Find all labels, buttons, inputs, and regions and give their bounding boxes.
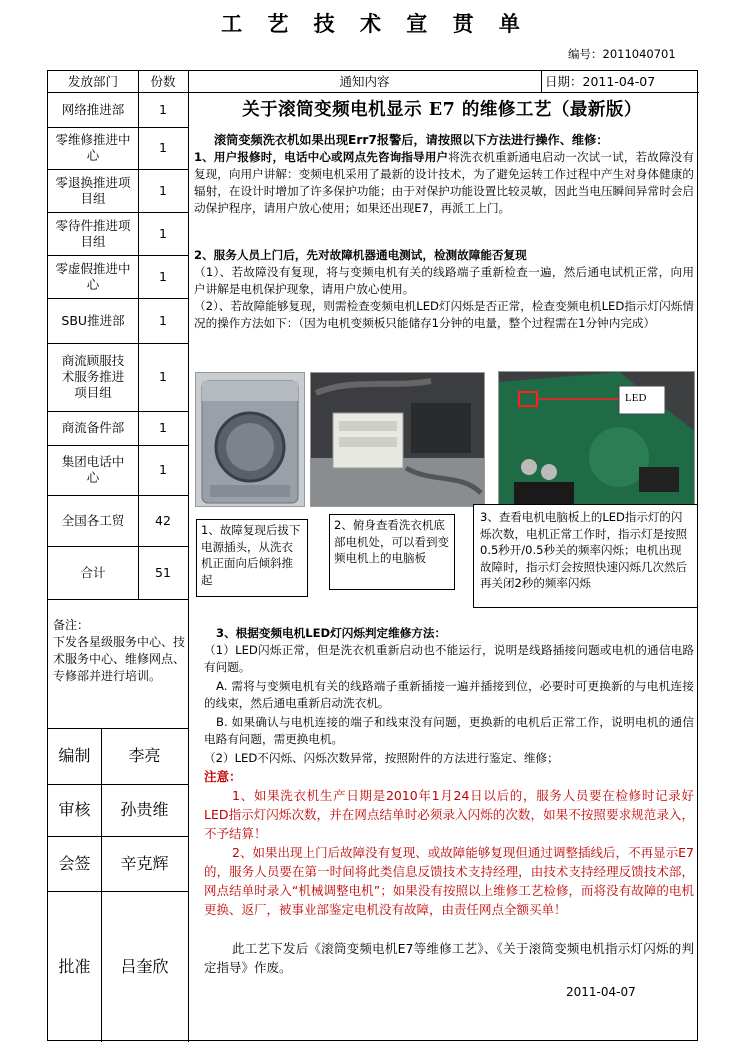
dept-name: 零待件推进项目组	[55, 217, 131, 249]
section-3-head: 3、根据变频电机LED灯闪烁判定维修方法：	[216, 626, 447, 640]
notice-title: 关于滚筒变频电机显示 E7 的维修工艺（最新版）	[242, 100, 642, 120]
motor-board-photo	[310, 372, 485, 507]
dept-copies: 1	[159, 182, 167, 198]
document-number: 编号：2011040701	[568, 47, 676, 61]
notice-content	[188, 92, 696, 1040]
sign-role: 批准	[58, 956, 91, 976]
closing-text: 此工艺下发后《滚筒变频电机E7等维修工艺》、《关于滚筒变频电机指示灯闪烁的判定指导》作废。	[204, 941, 694, 975]
section-3-p1: （1）LED闪烁正常，但是洗衣机重新启动也不能运行，说明是线路插接问题或电机的通信电路有问题。	[204, 643, 694, 674]
section-1-body: 将洗衣机重新通电启动一次试一试，若故障没有复现，向用户讲解：变频电机采用了最新的设计技术，为了避免运转工作过程中产生对身体健康的辐射，在设计时增加了许多保护功能；由于对保护功能设置比较灵敏，因此当电压瞬间异常时会启动保护程序，请用户放心使用；如果还出现E7，再派工上门。	[194, 150, 694, 215]
dept-name: 零退换推进项目组	[55, 174, 131, 206]
sign-name: 李亮	[128, 746, 161, 765]
sign-date: 2011-04-07	[566, 985, 636, 999]
caption-step-2: 2、俯身查看洗衣机底部电机处，可以看到变频电机上的电脑板	[329, 514, 455, 590]
header-copies: 份数	[150, 73, 176, 89]
section-3-b: B. 如果确认与电机连接的端子和线束没有问题，更换新的电机后正常工作，说明电机的通信电路有问题，需更换电机。	[204, 715, 694, 746]
sign-name: 辛克辉	[120, 853, 169, 873]
note-2: 2、如果出现上门后故障没有复现、或故障能够复现但通过调整插线后，不再显示E7的，服务人员要在第一时间将此类信息反馈技术支持经理，由技术支持经理反馈技术部，网点结单时录入“机械调整电机”；如果没有按照以上维修工艺检修，而将没有故障的电机更换、返厂，被事业部鉴定电机没有故障，由责任网点全额买单！	[204, 845, 694, 917]
dept-name: 商流备件部	[61, 420, 125, 435]
section-2-p2: （2）、若故障能够复现，则需检查变频电机LED灯闪烁是否正常，检查变频电机LED指示灯闪烁情况的操作方法如下：（因为电机变频板只能储存1分钟的电量，整个过程需在1分钟内完成）	[194, 299, 694, 330]
section-3-p2: （2）LED不闪烁、闪烁次数异常，按照附件的方法进行鉴定、维修；	[204, 751, 559, 765]
header-dept: 发放部门	[67, 73, 118, 89]
dept-name: SBU推进部	[61, 312, 125, 328]
led-board-photo	[498, 371, 695, 507]
led-label: LED	[625, 392, 647, 404]
dept-copies: 1	[159, 140, 167, 155]
remarks: 备注： 下发各星级服务中心、技术服务中心、维修网点、专修部并进行培训。	[53, 618, 186, 683]
dept-copies: 1	[159, 268, 167, 284]
caption-step-3: 3、查看电机电脑板上的LED指示灯的闪烁次数，电机正常工作时，指示灯是按照0.5秒开/0.5秒关的频率闪烁；电机出现故障时，指示灯会按照快速闪烁几次然后再关闭2秒的频率闪烁	[473, 504, 698, 608]
section-1	[194, 149, 694, 217]
total-label: 合计	[80, 564, 106, 580]
dept-copies: 42	[155, 512, 171, 528]
dept-name: 全国各工贸	[61, 512, 125, 528]
sign-role: 编制	[58, 746, 91, 765]
dept-copies: 1	[159, 420, 167, 435]
sign-role: 会签	[58, 853, 91, 873]
intro-text: 滚筒变频洗衣机如果出现Err7报警后，请按照以下方法进行操作、维修：	[214, 133, 609, 147]
header-content: 通知内容	[339, 73, 390, 89]
sign-name: 孙贵维	[120, 800, 169, 819]
section-1-head: 1、用户报修时，电话中心或网点先咨询指导用户	[194, 150, 449, 164]
section-2-head: 2、服务人员上门后，先对故障机器通电测试，检测故障能否复现	[194, 248, 527, 262]
section-3-a: A. 需将与变频电机有关的线路端子重新插接一遍并插接到位，必要时可更换新的与电机连接的线束，然后通电重新启动洗衣机。	[204, 679, 694, 710]
dept-copies: 1	[159, 369, 167, 384]
total-copies: 51	[155, 564, 171, 580]
washer-photo	[195, 372, 305, 507]
dept-copies: 1	[159, 225, 167, 241]
dept-name: 商流顾服技术服务推进项目组	[61, 353, 125, 400]
note-1: 1、如果洗衣机生产日期是2010年1月24日以后的，服务人员要在检修时记录好LED指示灯闪烁次数，并在网点结单时必须录入闪烁的次数，如果不按照要求规范录入，不予结算！	[204, 788, 694, 841]
section-2-p1: （1）、若故障没有复现，将与变频电机有关的线路端子重新检查一遍，然后通电试机正常，向用户讲解是电机保护现象，请用户放心使用。	[194, 265, 694, 296]
header-date: 日期：2011-04-07	[545, 73, 656, 89]
dept-copies: 1	[159, 462, 167, 477]
caption-step-1: 1、故障复现后拔下电源插头，从洗衣机正面向后倾斜推起	[196, 519, 308, 597]
dept-name: 集团电话中心	[61, 454, 125, 485]
dept-copies: 1	[159, 312, 167, 328]
dept-name: 零虚假推进中心	[55, 260, 131, 292]
dept-copies: 1	[159, 101, 167, 117]
note-head: 注意：	[204, 769, 242, 784]
sign-role: 审核	[58, 800, 91, 819]
dept-name: 网络推进部	[61, 101, 125, 117]
sign-name: 吕奎欣	[120, 956, 169, 976]
document-title: 工 艺 技 术 宣 贯 单	[221, 12, 529, 36]
dept-name: 零维修推进中心	[55, 132, 131, 163]
